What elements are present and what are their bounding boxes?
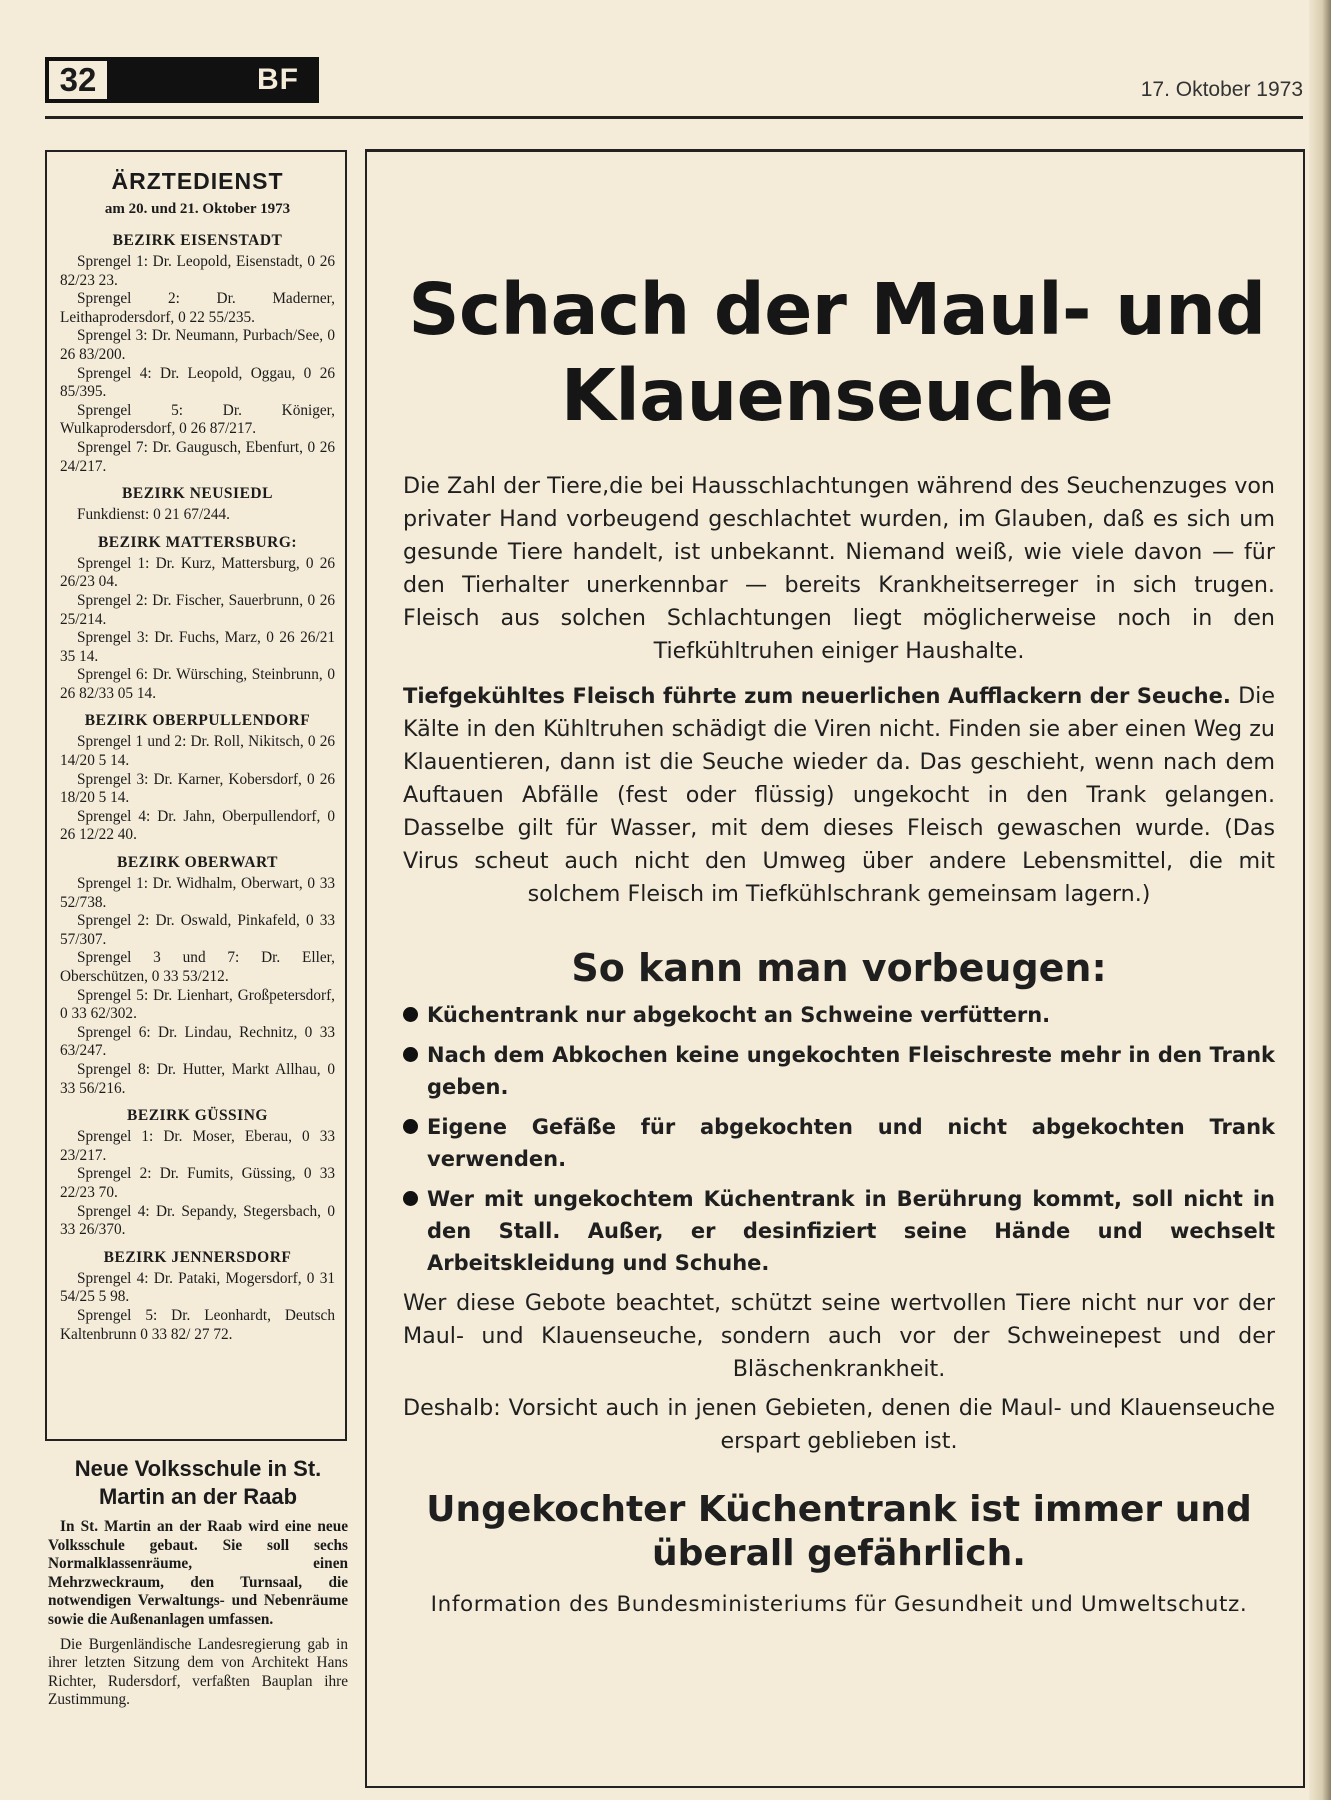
- bullet-text: Nach dem Abkochen keine ungekochten Fleischreste mehr in den Trank geben.: [427, 1043, 1275, 1099]
- bullet-item: [403, 1111, 1275, 1175]
- section-label: BF: [107, 57, 319, 103]
- doctor-entry: Sprengel 8: Dr. Hutter, Markt Allhau, 0 33 56/216.: [60, 1060, 335, 1097]
- aerztedienst-title: ÄRZTEDIENST: [111, 168, 284, 194]
- doctor-entry: Sprengel 4: Dr. Leopold, Oggau, 0 26 85/395.: [60, 364, 335, 401]
- doctor-entry: Sprengel 2: Dr. Fumits, Güssing, 0 33 22/23 70.: [60, 1165, 335, 1201]
- doctor-entry: Sprengel 1: Dr. Widhalm, Oberwart, 0 33 52/738.: [60, 875, 335, 911]
- doctor-entry: Sprengel 3: Dr. Neumann, Purbach/See, 0 26 83/200.: [60, 327, 335, 363]
- doctor-entry: Sprengel 6: Dr. Würsching, Steinbrunn, 0 26 82/33 05 14.: [60, 666, 335, 702]
- doctor-entry: Sprengel 3: Dr. Karner, Kobersdorf, 0 26 18/20 5 14.: [60, 770, 335, 807]
- bullet-dot-icon: [403, 1191, 418, 1206]
- ad-intro: Die Zahl der Tiere,die bei Hausschlachtungen während des Seuchenzuges von privater Hand vorbeugend geschlachtet wurden, im Glauben, daß es sich um gesunde Tiere handelt, ist unbekannt. Niemand weiß, wie viele davon — für den Tierhalter unerkennbar — bereits Krankheitserreger in sich trugen. Fleisch aus solchen Schlachtungen liegt möglicherweise noch in den Tiefkühltruhen einiger Haushalte.: [403, 473, 1275, 664]
- ad-closing: Ungekochter Küchentrank ist immer und überall gefährlich.: [426, 1489, 1252, 1574]
- ad-content: [403, 470, 1275, 1621]
- page-number: 32: [45, 57, 107, 103]
- doctor-entry: Sprengel 3: Dr. Fuchs, Marz, 0 26 26/21 35 14.: [60, 629, 335, 665]
- doctor-entry: Sprengel 5: Dr. Lienhart, Großpetersdorf, 0 33 62/302.: [60, 986, 335, 1023]
- bezirk-heading: BEZIRK JENNERSDORF: [103, 1248, 292, 1266]
- bezirk-list: [60, 232, 335, 1344]
- doctor-entry: Sprengel 5: Dr. Leonhardt, Deutsch Kaltenbrunn 0 33 82/ 27 72.: [60, 1306, 335, 1343]
- doctor-entry: Sprengel 1: Dr. Leopold, Eisenstadt, 0 26 82/23 23.: [60, 253, 335, 289]
- ad-bold-lead: Tiefgekühltes Fleisch führte zum neuerlichen Aufflackern der Seuche.: [403, 684, 1231, 708]
- ad-para-2: Die Kälte in den Kühltruhen schädigt die Viren nicht. Finden sie aber einen Weg zu Klauentieren, dann ist die Seuche wieder da. Das geschieht, wenn nach dem Auftauen Abfälle (fest oder flüssig) ungekocht in den Trank gelangen. Dasselbe gilt für Wasser, mit dem dieses Fleisch gewaschen wurde. (Das Virus scheut auch nicht den Umweg über andere Lebensmittel, die mit solchem Fleisch im Tiefkühlschrank gemeinsam lagern.): [403, 683, 1275, 907]
- bullet-dot-icon: [403, 1047, 418, 1062]
- doctor-entry: Sprengel 4: Dr. Sepandy, Stegersbach, 0 33 26/370.: [60, 1202, 335, 1239]
- bezirk-heading: BEZIRK OBERPULLENDORF: [84, 712, 311, 730]
- doctor-entry: Sprengel 4: Dr. Pataki, Mogersdorf, 0 31 54/25 5 98.: [60, 1269, 335, 1306]
- volksschule-body: Die Burgenländische Landesregierung gab in ihrer letzten Sitzung dem von Architekt Hans Richter, Rudersdorf, verfaßten Bauplan ihre Zustimmung.: [48, 1635, 348, 1709]
- bullet-text: Küchentrank nur abgekocht an Schweine verfüttern.: [427, 1003, 1051, 1027]
- ad-para-4: Deshalb: Vorsicht auch in jenen Gebieten, denen die Maul- und Klauenseuche erspart geblieben ist.: [403, 1395, 1275, 1454]
- aerztedienst-subtitle: am 20. und 21. Oktober 1973: [104, 201, 291, 217]
- doctor-entry: Sprengel 3 und 7: Dr. Eller, Oberschützen, 0 33 53/212.: [60, 949, 335, 985]
- bezirk-heading: BEZIRK MATTERSBURG:: [97, 533, 298, 551]
- doctor-entry: Sprengel 2: Dr. Fischer, Sauerbrunn, 0 26 25/214.: [60, 591, 335, 628]
- ad-para-3: Wer diese Gebote beachtet, schützt seine wertvollen Tiere nicht nur vor der Maul- und Klauenseuche, sondern auch vor der Schweinepest und der Bläschenkrankheit.: [403, 1290, 1275, 1382]
- volksschule-article: [48, 1455, 348, 1710]
- ad-headline: Schach der Maul- und Klauenseuche: [408, 268, 1266, 437]
- header-rule: [45, 116, 1303, 119]
- doctor-entry: Sprengel 4: Dr. Jahn, Oberpullendorf, 0 26 12/22 40.: [60, 807, 335, 844]
- doctor-entry: Sprengel 1 und 2: Dr. Roll, Nikitsch, 0 26 14/20 5 14.: [60, 733, 335, 770]
- ad-box: [365, 150, 1305, 1788]
- doctor-entry: Sprengel 5: Dr. Königer, Wulkaprodersdorf, 0 26 87/217.: [60, 401, 335, 438]
- volksschule-lead: In St. Martin an der Raab wird eine neue Volksschule gebaut. Sie soll sechs Normalklassenräume, einen Mehrzweckraum, den Turnsaal, die notwendigen Verwaltungs- und Nebenräume sowie die Außenanlagen umfassen.: [48, 1518, 348, 1628]
- bullet-text: Eigene Gefäße für abgekochten und nicht abgekochten Trank verwenden.: [427, 1115, 1275, 1171]
- bullet-dot-icon: [403, 1119, 418, 1134]
- bezirk-heading: BEZIRK OBERWART: [116, 854, 279, 872]
- bullet-item: [403, 1039, 1275, 1103]
- doctor-entry: Sprengel 1: Dr. Kurz, Mattersburg, 0 26 26/23 04.: [60, 554, 335, 591]
- doctor-entry: Sprengel 1: Dr. Moser, Eberau, 0 33 23/217.: [60, 1128, 335, 1164]
- bezirk-heading: BEZIRK EISENSTADT: [112, 232, 283, 249]
- doctor-entry: Sprengel 2: Dr. Oswald, Pinkafeld, 0 33 57/307.: [60, 912, 335, 948]
- bullet-text: Wer mit ungekochtem Küchentrank in Berührung kommt, soll nicht in den Stall. Außer, er desinfiziert seine Hände und wechselt Arbeitskleidung und Schuhe.: [427, 1187, 1275, 1275]
- ad-subheading: So kann man vorbeugen:: [571, 946, 1107, 990]
- doctor-entry: Funkdienst: 0 21 67/244.: [77, 506, 230, 524]
- bullet-item: [403, 999, 1275, 1031]
- aerztedienst-box: [45, 150, 347, 1441]
- doctor-entry: Sprengel 2: Dr. Maderner, Leithaprodersdorf, 0 22 55/235.: [60, 290, 335, 326]
- ad-info-line: Information des Bundesministeriums für Gesundheit und Umweltschutz.: [430, 1592, 1248, 1617]
- bezirk-heading: BEZIRK GÜSSING: [127, 1107, 268, 1125]
- page-header: [45, 57, 319, 103]
- issue-date: 17. Oktober 1973: [1140, 78, 1303, 101]
- page-edge-shadow: [1309, 0, 1331, 1800]
- bezirk-heading: BEZIRK NEUSIEDL: [122, 485, 273, 503]
- ad-bullet-list: [403, 999, 1275, 1279]
- ad-section-2: [403, 680, 1275, 911]
- volksschule-title: Neue Volksschule in St. Martin an der Raab: [74, 1456, 322, 1509]
- bullet-item: [403, 1183, 1275, 1279]
- bullet-dot-icon: [403, 1007, 418, 1022]
- doctor-entry: Sprengel 6: Dr. Lindau, Rechnitz, 0 33 63/247.: [60, 1023, 335, 1060]
- doctor-entry: Sprengel 7: Dr. Gaugusch, Ebenfurt, 0 26 24/217.: [60, 438, 335, 475]
